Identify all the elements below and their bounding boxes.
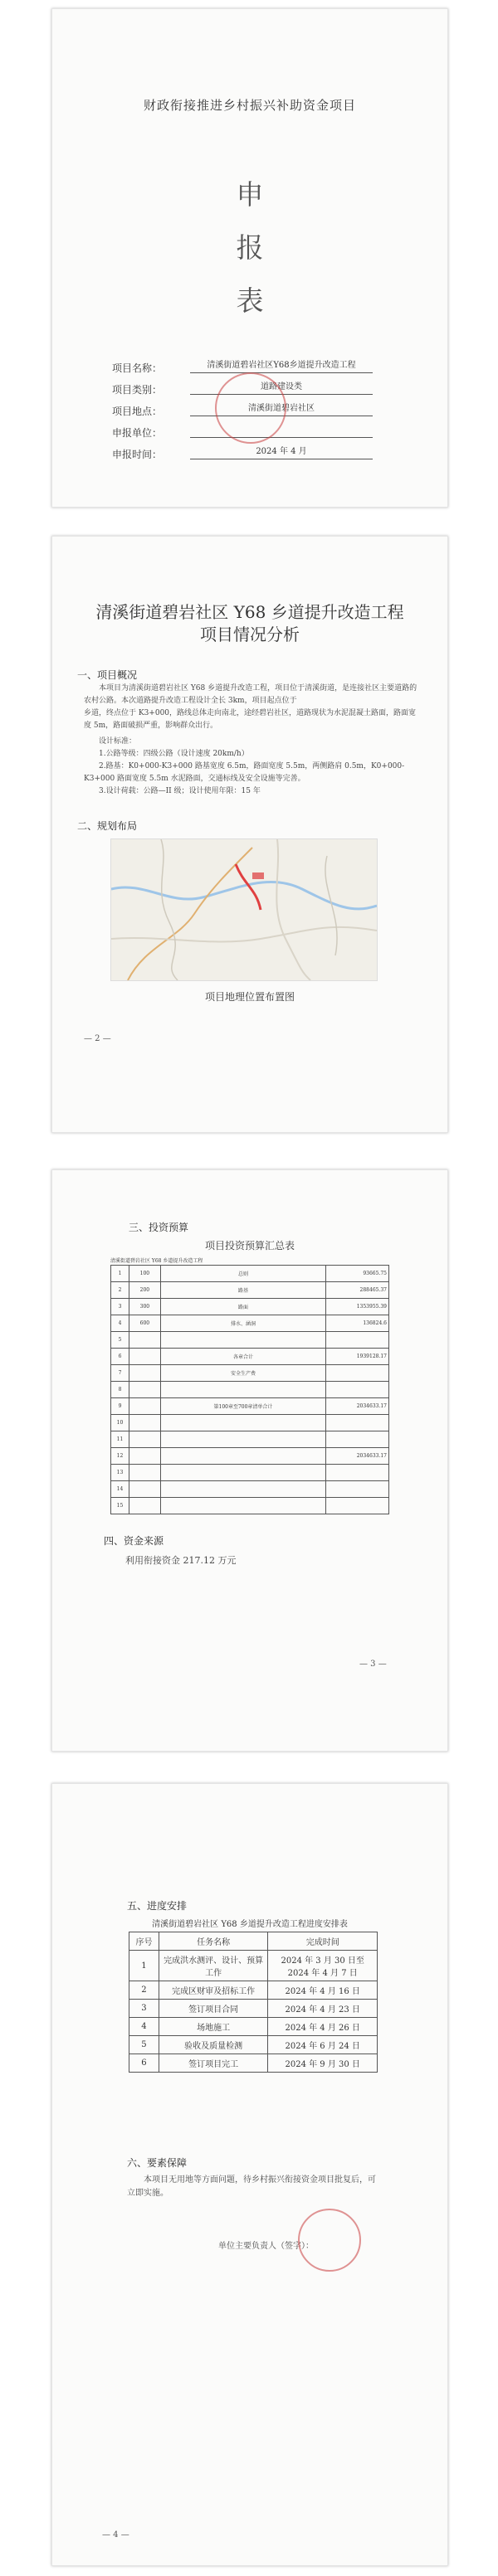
task-name-cell: 场地施工 xyxy=(159,2018,268,2036)
amount-cell xyxy=(326,1382,389,1398)
code-cell: 300 xyxy=(129,1299,160,1315)
code-cell xyxy=(129,1415,160,1431)
amount-cell xyxy=(326,1431,389,1448)
code-cell xyxy=(129,1431,160,1448)
amount-cell xyxy=(326,1365,389,1382)
field-value-project-type: 道路建设类 xyxy=(190,381,373,395)
table-row xyxy=(111,1448,389,1465)
amount-cell: 1353955.39 xyxy=(326,1299,389,1315)
row-number-cell: 13 xyxy=(111,1465,129,1481)
section-heading-layout: 二、规划布局 xyxy=(77,820,138,832)
field-label-project-type: 项目类别： xyxy=(112,384,163,396)
paragraph: 乡道，终点位于 K3+000，路线总体走向南北，途经碧岩社区，道路现状为水泥混凝土路面，路面宽度 5m，路面破损严重，影响群众出行。 xyxy=(84,709,417,730)
column-header: 序号 xyxy=(129,1932,159,1951)
completion-time-cell: 2024 年 9 月 30 日 xyxy=(268,2054,378,2073)
row-number-cell: 6 xyxy=(129,2054,159,2073)
field-value-apply-date: 2024 年 4 月 xyxy=(190,445,373,459)
code-cell xyxy=(129,1448,160,1465)
funding-text: 利用衔接资金 217.12 万元 xyxy=(125,1555,237,1566)
amount-cell xyxy=(326,1498,389,1514)
item-name-cell: 第100章至700章清单合计 xyxy=(160,1398,325,1415)
field-label-apply-date: 申报时间： xyxy=(112,449,163,460)
section-heading-budget: 三、投资预算 xyxy=(129,1222,189,1233)
code-cell xyxy=(129,1332,160,1349)
row-number-cell: 15 xyxy=(111,1498,129,1514)
schedule-table-title: 清溪街道碧岩社区 Y68 乡道提升改造工程进度安排表 xyxy=(152,1920,348,1929)
paragraph: 1.公路等级：四级公路（设计速度 20km/h） xyxy=(99,750,249,758)
item-name-cell: 路基 xyxy=(160,1282,325,1299)
section-heading-schedule: 五、进度安排 xyxy=(127,1900,188,1912)
code-cell xyxy=(129,1382,160,1398)
row-number-cell: 6 xyxy=(111,1349,129,1365)
analysis-title-line-1: 清溪街道碧岩社区 Y68 乡道提升改造工程 xyxy=(95,602,404,622)
item-name-cell xyxy=(160,1465,325,1481)
paragraph: 3.设计荷载：公路—II 级；设计使用年限：15 年 xyxy=(99,787,261,795)
item-name-cell: 安全生产费 xyxy=(160,1365,325,1382)
page-3-budget xyxy=(51,1169,448,1752)
official-seal xyxy=(298,2209,361,2272)
table-row xyxy=(129,2018,378,2036)
table-row xyxy=(111,1382,389,1398)
section-heading-funding: 四、资金来源 xyxy=(104,1535,164,1547)
task-name-cell: 签订项目完工 xyxy=(159,2054,268,2073)
section-heading-guarantee: 六、要素保障 xyxy=(127,2157,188,2169)
item-name-cell: 排水、涵洞 xyxy=(160,1315,325,1332)
item-name-cell: 路面 xyxy=(160,1299,325,1315)
row-number-cell: 4 xyxy=(111,1315,129,1332)
table-row xyxy=(111,1266,389,1282)
table-row xyxy=(111,1282,389,1299)
table-row xyxy=(111,1299,389,1315)
row-number-cell: 3 xyxy=(111,1299,129,1315)
task-name-cell: 验收及质量检测 xyxy=(159,2036,268,2054)
item-name-cell xyxy=(160,1448,325,1465)
code-cell: 100 xyxy=(129,1266,160,1282)
paragraph: 设计标准： xyxy=(99,737,137,746)
table-row xyxy=(129,2054,378,2073)
paragraph: 本项目为清溪街道碧岩社区 Y68 乡道提升改造工程，项目位于清溪街道，是连接社区主要道路的农村公路。本次道路提升改造工程设计全长 3km，项目起点位于 xyxy=(84,684,417,705)
field-label-project-location: 项目地点： xyxy=(112,406,163,417)
paragraph: 2.路基：K0+000-K3+000 路基宽度 6.5m，路面宽度 5.5m，两侧路肩 0.5m，K0+000-K3+000 路面宽度 5.5m 水泥路面，交通标线及安全设施等完善。 xyxy=(84,762,405,783)
amount-cell: 136824.6 xyxy=(326,1315,389,1332)
completion-time-cell: 2024 年 4 月 26 日 xyxy=(268,2018,378,2036)
item-name-cell xyxy=(160,1431,325,1448)
amount-cell: 93665.75 xyxy=(326,1266,389,1282)
table-row xyxy=(111,1415,389,1431)
amount-cell xyxy=(326,1332,389,1349)
table-row xyxy=(129,2036,378,2054)
table-row xyxy=(111,1349,389,1365)
row-number-cell: 12 xyxy=(111,1448,129,1465)
code-cell xyxy=(129,1481,160,1498)
field-value-project-location: 清溪街道碧岩社区 xyxy=(190,402,373,416)
task-name-cell: 完成区财审及招标工作 xyxy=(159,1981,268,2000)
map-graphic xyxy=(111,839,377,980)
cover-char-2: 报 xyxy=(236,231,264,264)
completion-time-cell: 2024 年 3 月 30 日至 2024 年 4 月 7 日 xyxy=(268,1951,378,1981)
budget-table xyxy=(110,1265,389,1514)
table-row xyxy=(129,2000,378,2018)
row-number-cell: 8 xyxy=(111,1382,129,1398)
row-number-cell: 14 xyxy=(111,1481,129,1498)
task-name-cell: 签订项目合同 xyxy=(159,2000,268,2018)
page-number: — 2 — xyxy=(84,1034,111,1043)
table-row xyxy=(111,1498,389,1514)
amount-cell: 2034633.17 xyxy=(326,1448,389,1465)
page-number: — 3 — xyxy=(359,1660,387,1669)
row-number-cell: 3 xyxy=(129,2000,159,2018)
table-row xyxy=(111,1365,389,1382)
row-number-cell: 1 xyxy=(111,1266,129,1282)
section-heading-overview: 一、项目概况 xyxy=(77,669,138,681)
item-name-cell xyxy=(160,1382,325,1398)
field-value-project-name: 清溪街道碧岩社区Y68乡道提升改造工程 xyxy=(190,359,373,373)
analysis-title xyxy=(52,601,447,646)
location-map xyxy=(110,838,378,981)
schedule-table xyxy=(129,1932,378,2073)
column-header: 任务名称 xyxy=(159,1932,268,1951)
table-row xyxy=(111,1332,389,1349)
cover-char-3: 表 xyxy=(236,284,264,317)
field-label-applicant: 申报单位： xyxy=(112,427,163,439)
row-number-cell: 11 xyxy=(111,1431,129,1448)
amount-cell xyxy=(326,1465,389,1481)
row-number-cell: 2 xyxy=(111,1282,129,1299)
table-row xyxy=(111,1398,389,1415)
code-cell: 600 xyxy=(129,1315,160,1332)
analysis-title-line-2: 项目情况分析 xyxy=(200,625,300,644)
item-name-cell xyxy=(160,1415,325,1431)
item-name-cell xyxy=(160,1481,325,1498)
cover-title: 财政衔接推进乡村振兴补助资金项目 xyxy=(143,98,356,113)
code-cell xyxy=(129,1498,160,1514)
amount-cell xyxy=(326,1481,389,1498)
guarantee-text: 本项目无用地等方面问题，待乡村振兴衔接资金项目批复后，可立即实施。 xyxy=(127,2175,376,2198)
amount-cell xyxy=(326,1415,389,1431)
signature-line: 单位主要负责人（签字）： xyxy=(218,2242,314,2251)
page-4-schedule xyxy=(51,1783,448,2566)
item-name-cell: 各章合计 xyxy=(160,1349,325,1365)
table-row xyxy=(129,1981,378,2000)
completion-time-cell: 2024 年 6 月 24 日 xyxy=(268,2036,378,2054)
item-name-cell xyxy=(160,1332,325,1349)
budget-table-title: 项目投资预算汇总表 xyxy=(204,1240,295,1252)
code-cell: 200 xyxy=(129,1282,160,1299)
code-cell xyxy=(129,1398,160,1415)
code-cell xyxy=(129,1365,160,1382)
amount-cell: 2034633.17 xyxy=(326,1398,389,1415)
overview-text xyxy=(84,683,419,798)
completion-time-cell: 2024 年 4 月 16 日 xyxy=(268,1981,378,2000)
table-row xyxy=(111,1315,389,1332)
amount-cell: 288465.37 xyxy=(326,1282,389,1299)
item-name-cell: 总则 xyxy=(160,1266,325,1282)
page-1-cover xyxy=(51,8,448,508)
code-cell xyxy=(129,1349,160,1365)
row-number-cell: 7 xyxy=(111,1365,129,1382)
page-2-analysis xyxy=(51,536,448,1133)
table-row xyxy=(129,1951,378,1981)
column-header: 完成时间 xyxy=(268,1932,378,1951)
task-name-cell: 完成洪水测评、设计、预算工作 xyxy=(159,1951,268,1981)
cover-char-1: 申 xyxy=(236,178,264,211)
field-label-project-name: 项目名称： xyxy=(112,362,163,374)
budget-table-caption: 清溪街道碧岩社区 Y68 乡道提升改造工程 xyxy=(110,1258,203,1264)
item-name-cell xyxy=(160,1498,325,1514)
row-number-cell: 2 xyxy=(129,1981,159,2000)
table-header-row xyxy=(129,1932,378,1951)
page-number: — 4 — xyxy=(102,2530,129,2540)
table-row xyxy=(111,1481,389,1498)
code-cell xyxy=(129,1465,160,1481)
official-seal xyxy=(215,372,286,444)
row-number-cell: 9 xyxy=(111,1398,129,1415)
amount-cell: 1939128.17 xyxy=(326,1349,389,1365)
row-number-cell: 10 xyxy=(111,1415,129,1431)
row-number-cell: 1 xyxy=(129,1951,159,1981)
row-number-cell: 4 xyxy=(129,2018,159,2036)
map-caption: 项目地理位置布置图 xyxy=(204,991,295,1003)
row-number-cell: 5 xyxy=(111,1332,129,1349)
completion-time-cell: 2024 年 4 月 23 日 xyxy=(268,2000,378,2018)
row-number-cell: 5 xyxy=(129,2036,159,2054)
table-row xyxy=(111,1465,389,1481)
table-row xyxy=(111,1431,389,1448)
